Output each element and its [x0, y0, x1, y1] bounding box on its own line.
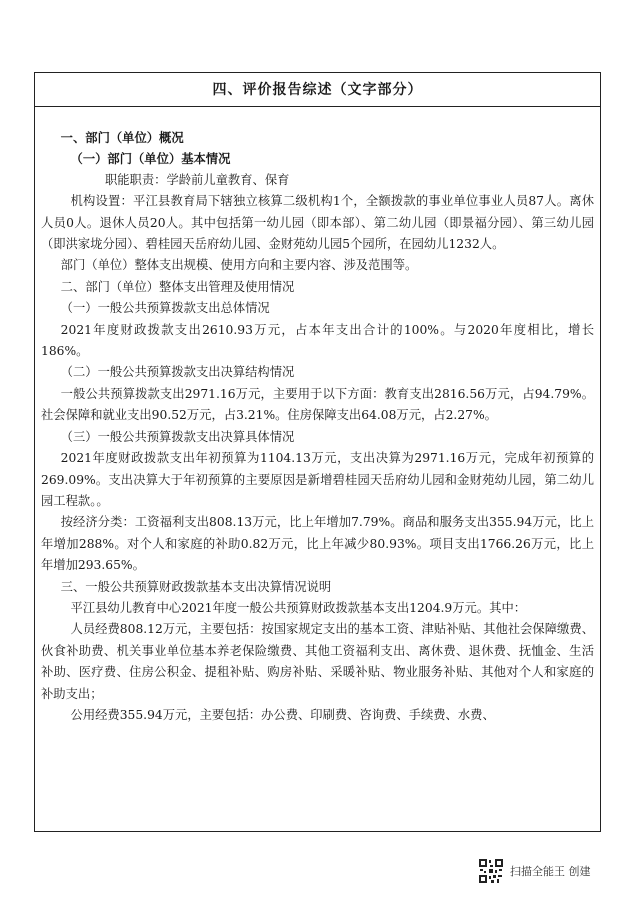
paragraph-economic-classification: 按经济分类：工资福利支出808.13万元，比上年增加7.79%。商品和服务支出355.94万元，比上年增加288%。对个人和家庭的补助0.82万元，比上年减少80.93%。项目支出1766.26万元，比上年增加293.65%。 — [41, 515, 594, 573]
subheading-structure: （二）一般公共预算拨款支出决算结构情况 — [60, 365, 295, 380]
title-divider — [35, 106, 600, 107]
paragraph-structure: 机构设置：平江县教育局下辖独立核算二级机构1个，全额拨款的事业单位事业人员87人。离休人员0人。退休人员20人。其中包括第一幼儿园（即本部）、第二幼儿园（即景福分园）、第三幼儿园（即洪家垅分园）、碧桂园天岳府幼儿园、金财苑幼儿园5个园所，在园幼儿1232人。 — [41, 194, 594, 252]
subheading-basic-info: （一）部门（单位）基本情况 — [70, 151, 231, 167]
paragraph-structure-detail: 一般公共预算拨款支出2971.16万元，主要用于以下方面：教育支出2816.56万元，占94.79%。社会保障和就业支出90.52万元，占3.21%。住房保障支出64.08万元，占2.27%。 — [41, 386, 594, 423]
scanner-watermark — [478, 858, 591, 884]
qr-code-icon — [478, 858, 504, 884]
section-title: 四、评价报告综述（文字部分） — [212, 82, 423, 98]
heading-basic-expenditure: 三、一般公共预算财政拨款基本支出决算情况说明 — [60, 579, 332, 594]
paragraph-scope: 部门（单位）整体支出规模、使用方向和主要内容、涉及范围等。 — [60, 258, 418, 273]
paragraph-public-expense: 公用经费355.94万元，主要包括：办公费、印刷费、咨询费、手续费、水费、 — [70, 707, 495, 722]
paragraph-personnel: 人员经费808.12万元，主要包括：按国家规定支出的基本工资、津贴补贴、其他社会保障缴费、伙食补助费、机关事业单位基本养老保险缴费、其他工资福利支出、离休费、退休费、抚恤金、生活补助、医疗费、住房公积金、提租补贴、购房补贴、采暖补贴、物业服务补贴、其他对个人和家庭的补助支出； — [41, 622, 594, 701]
report-body — [41, 127, 594, 726]
heading-overview: 一、部门（单位）概况 — [60, 130, 184, 145]
paragraph-duties: 职能职责：学龄前儿童教育、保育 — [104, 172, 290, 187]
paragraph-overall: 2021年度财政拨款支出2610.93万元，占本年支出合计的100%。与2020年度相比，增长186%。 — [41, 322, 594, 359]
heading-expenditure-management: 二、部门（单位）整体支出管理及使用情况 — [60, 279, 295, 294]
subheading-overall: （一）一般公共预算拨款支出总体情况 — [60, 301, 270, 316]
report-table-frame — [34, 72, 601, 832]
watermark-label: 扫描全能王 创建 — [510, 865, 591, 878]
paragraph-basic-expenditure: 平江县幼儿教育中心2021年度一般公共预算财政拨款基本支出1204.9万元。其中： — [70, 600, 527, 615]
subheading-specific: （三）一般公共预算拨款支出决算具体情况 — [60, 429, 295, 444]
paragraph-specific: 2021年度财政拨款支出年初预算为1104.13万元，支出决算为2971.16万元，完成年初预算的269.09%。支出决算大于年初预算的主要原因是新增碧桂园天岳府幼儿园和金财苑幼儿园，第二幼儿园工程款。。 — [41, 451, 594, 508]
